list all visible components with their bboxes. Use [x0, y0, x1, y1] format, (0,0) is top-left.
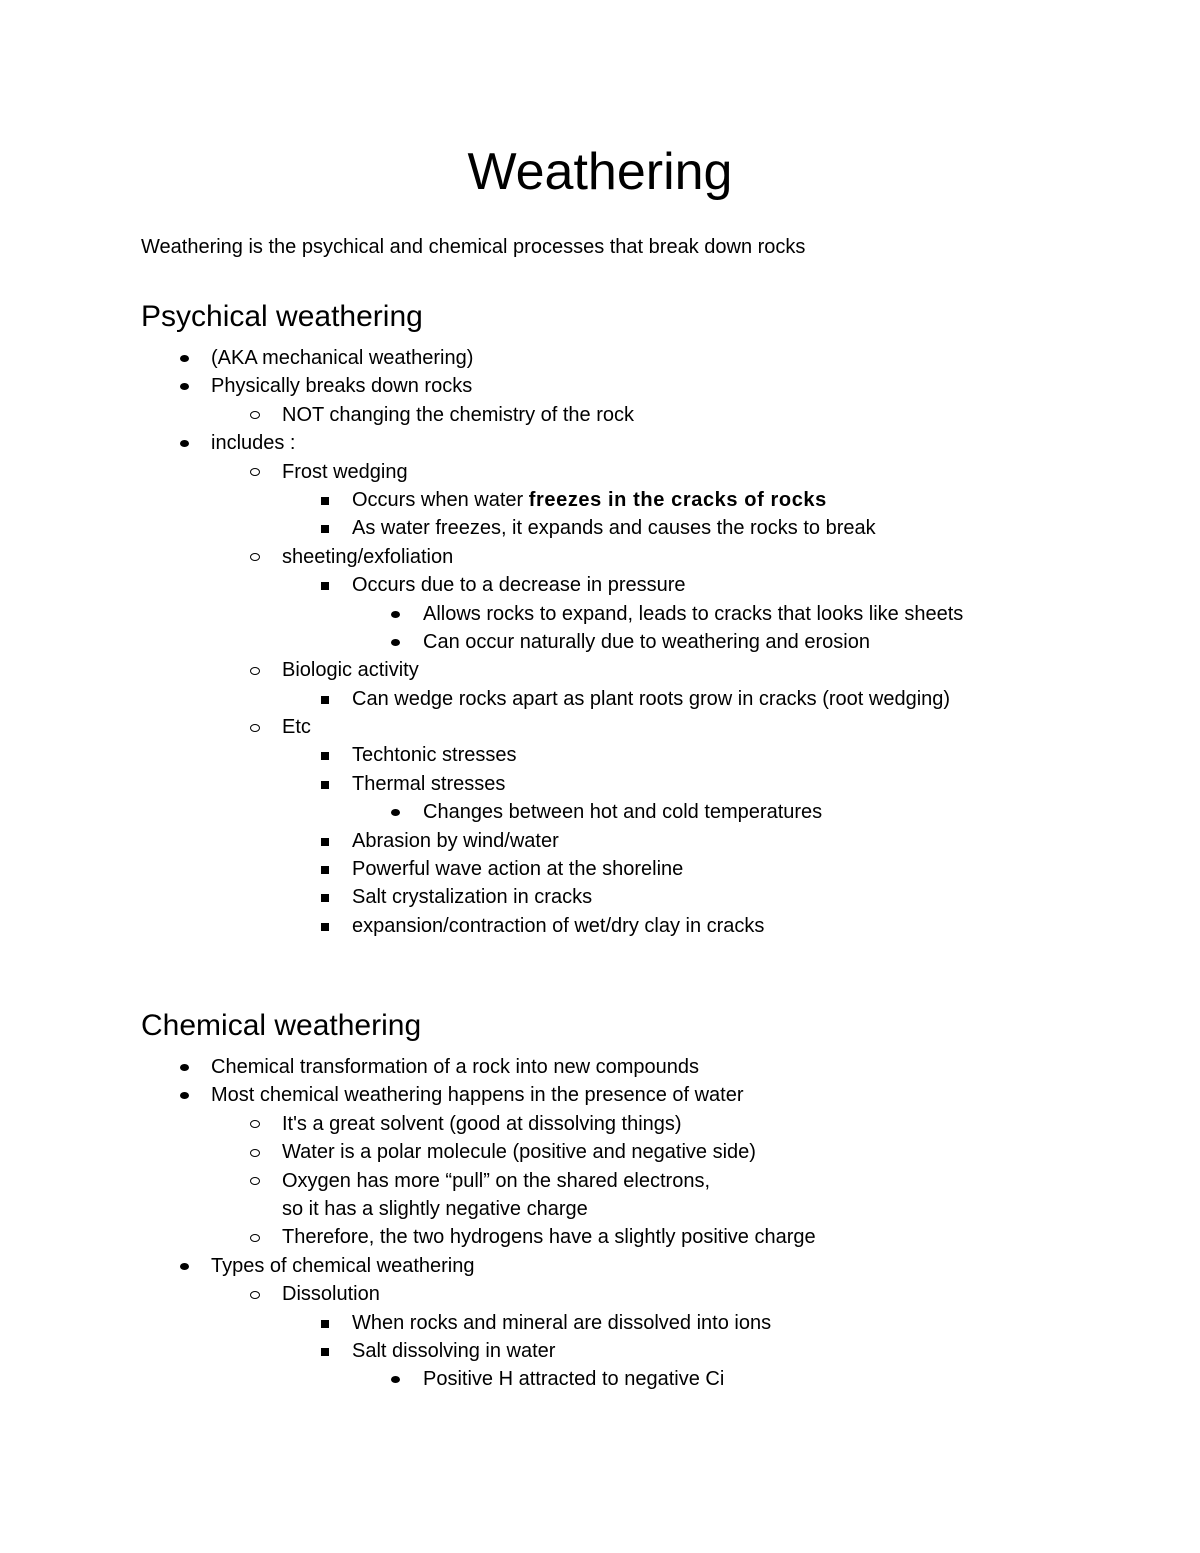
- bullet-disc-icon: [178, 372, 192, 400]
- bullet-square-icon: [318, 912, 332, 940]
- list-item: Types of chemical weathering: [0, 1252, 730, 1280]
- list-item: Most chemical weathering happens in the presence of water: [0, 1081, 730, 1109]
- bullet-disc-icon: [178, 429, 192, 457]
- bullet-circle-icon: [248, 543, 262, 571]
- chemical-weathering-list: [0, 1053, 816, 1394]
- bullet-disc-icon: [389, 1365, 403, 1393]
- bullet-disc-icon: [178, 344, 192, 372]
- chemical-weathering-heading: Chemical weathering: [141, 1009, 422, 1042]
- bullet-disc-icon: [389, 600, 403, 628]
- bold-emphasis-text: freezes in the cracks of rocks: [528, 488, 827, 511]
- bullet-circle-icon: [248, 458, 262, 486]
- list-item: Water is a polar molecule (positive and negative side): [0, 1138, 730, 1166]
- bullet-square-icon: [318, 571, 332, 599]
- bullet-square-icon: [318, 685, 332, 713]
- bullet-square-icon: [318, 855, 332, 883]
- list-item: Chemical transformation of a rock into new compounds: [0, 1053, 730, 1081]
- list-item: Oxygen has more “pull” on the shared electrons, so it has a slightly negative charge: [0, 1167, 730, 1224]
- bullet-square-icon: [318, 827, 332, 855]
- bullet-square-icon: [318, 883, 332, 911]
- list-item: Therefore, the two hydrogens have a slightly positive charge: [0, 1223, 730, 1251]
- bullet-circle-icon: [248, 1280, 262, 1308]
- bullet-square-icon: [318, 770, 332, 798]
- bullet-square-icon: [318, 1337, 332, 1365]
- list-item: Positive H attracted to negative Ci: [0, 1365, 730, 1393]
- bullet-circle-icon: [248, 401, 262, 429]
- document-page: Weathering Weathering is the psychical and chemical processes that break down rocks Psychical weathering (AKA mechanical weathering) Physically breaks down rocks NOT changing the chemistry of the rock includes : Frost wedging Occurs when water freezes in the cracks of rocks As water freezes, it expands and causes the rocks to break sheeting/exfoliation Occurs due to a decrease in pressure Allows rocks to expand, leads to cracks that looks like sheets Can occur naturally due to weathering and erosion Biologic activity Can wedge rocks apart as plant roots grow in cracks (root wedging) Etc Techtonic stresses Thermal stresses Changes between hot and cold temperatures Abrasion by wind/water Powerful wave action at the shoreline Salt crystalization in cracks expansion/contraction of wet/dry clay in cracks Chemical weathering Chemical transformation of a rock into new compounds Most chemical weathering happens in the presence of water It's a great solvent (good at dissolving things) Water is a polar molecule (positive and negative side) Oxygen has more “pull” on the shared electrons, so it has a slightly negative charge Therefore, the two hydrogens have a slightly positive charge Types of chemical weathering Dissolution When rocks and mineral are dissolved into ions Salt dissolving in water Positive H attracted to negative Ci: [0, 0, 1200, 1553]
- bullet-square-icon: [318, 1309, 332, 1337]
- bullet-disc-icon: [178, 1252, 192, 1280]
- bullet-disc-icon: [389, 798, 403, 826]
- bullet-square-icon: [318, 486, 332, 514]
- bullet-circle-icon: [248, 1110, 262, 1138]
- bullet-circle-icon: [248, 713, 262, 741]
- list-item: When rocks and mineral are dissolved into ions: [0, 1309, 730, 1337]
- bullet-disc-icon: [178, 1081, 192, 1109]
- bullet-square-icon: [318, 741, 332, 769]
- intro-paragraph: Weathering is the psychical and chemical processes that break down rocks: [141, 236, 806, 258]
- bullet-square-icon: [318, 514, 332, 542]
- bullet-circle-icon: [248, 1167, 262, 1195]
- bullet-circle-icon: [248, 656, 262, 684]
- list-item: Dissolution: [0, 1280, 730, 1308]
- frost-text: Occurs when water: [352, 488, 529, 511]
- physical-weathering-heading: Psychical weathering: [141, 300, 423, 333]
- document-title: Weathering: [467, 143, 733, 201]
- bullet-disc-icon: [389, 628, 403, 656]
- bullet-disc-icon: [178, 1053, 192, 1081]
- list-item: It's a great solvent (good at dissolving things): [0, 1110, 730, 1138]
- bullet-circle-icon: [248, 1138, 262, 1166]
- bullet-circle-icon: [248, 1223, 262, 1251]
- list-item: Salt dissolving in water: [0, 1337, 730, 1365]
